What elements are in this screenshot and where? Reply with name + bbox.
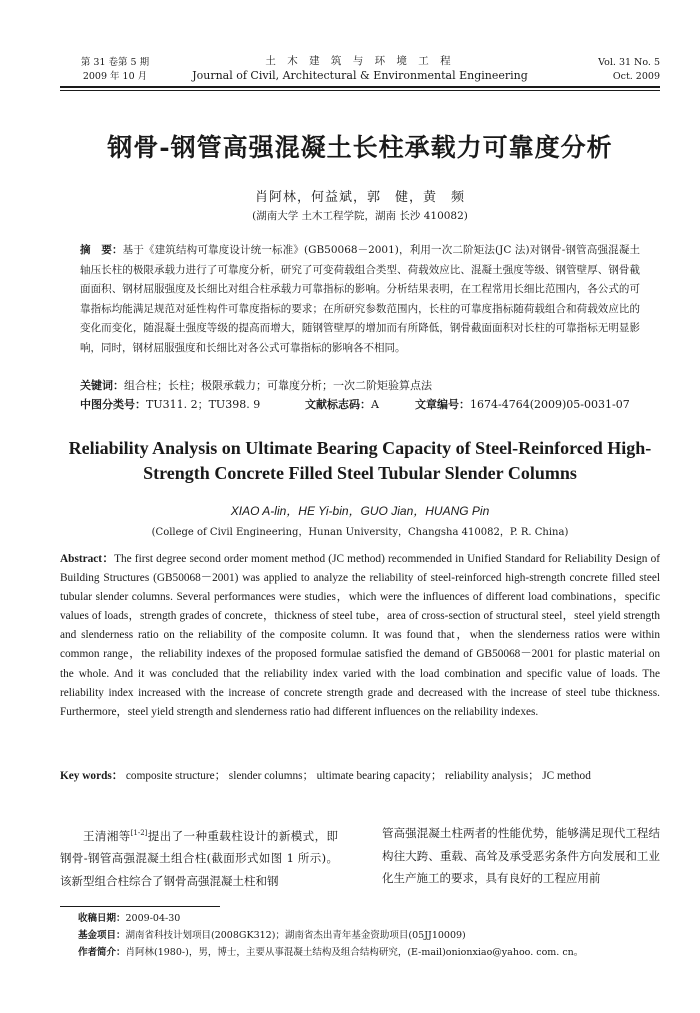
header-issue-en bbox=[560, 56, 660, 84]
keywords-en bbox=[60, 767, 660, 786]
keywords-en-text: composite structure； slender columns； ultimate bearing capacity； reliability analysis； JC method bbox=[125, 770, 591, 782]
authors-en: XIAO A-lin，HE Yi-bin，GUO Jian，HUANG Pin bbox=[230, 504, 490, 518]
doc-code-label: 文献标志码： bbox=[305, 398, 371, 411]
header-rule-thick bbox=[60, 86, 660, 88]
volume-en: Vol. 31 No. 5 bbox=[598, 57, 660, 68]
author-bio-label: 作者简介： bbox=[78, 947, 126, 958]
clc-label: 中图分类号： bbox=[80, 398, 146, 411]
received-value: 2009-04-30 bbox=[125, 913, 181, 924]
keywords-zh-text: 组合柱；长柱；极限承载力；可靠度分析；一次二阶矩验算点法 bbox=[124, 379, 432, 392]
volume-zh: 第 31 卷第 5 期 bbox=[80, 57, 150, 68]
keywords-en-label: Key words： bbox=[60, 770, 124, 782]
abstract-en-label: Abstract： bbox=[60, 553, 115, 565]
keywords-zh-label: 关键词： bbox=[80, 379, 124, 392]
body-column-left bbox=[60, 822, 338, 892]
fund-value: 湖南省科技计划项目(2008GK312)；湖南省杰出青年基金资助项目(05JJ10009) bbox=[125, 930, 466, 941]
date-en: Oct. 2009 bbox=[612, 71, 660, 82]
citation-ref: [1-2] bbox=[130, 829, 148, 837]
header-journal bbox=[175, 54, 545, 83]
abstract-en bbox=[60, 550, 660, 722]
body-left-start: 王清湘等 bbox=[83, 828, 131, 843]
keywords-zh bbox=[80, 377, 640, 395]
classification-line bbox=[80, 396, 640, 414]
body-left-rest: 提出了一种重载柱设计的新模式，即钢骨-钢管高强混凝土组合柱(截面形式如图 1 所示)。该新型组合柱综合了钢骨高强混凝土柱和钢 bbox=[60, 828, 339, 888]
journal-name-en: Journal of Civil, Architectural & Environmental Engineering bbox=[192, 69, 528, 82]
article-number-value: 1674-4764(2009)05-0031-07 bbox=[470, 398, 630, 411]
footnote-received bbox=[78, 912, 678, 926]
affiliation-en: (College of Civil Engineering，Hunan University，Changsha 410082，P. R. China) bbox=[151, 527, 569, 538]
article-number-label: 文章编号： bbox=[415, 398, 470, 411]
footnote-fund bbox=[78, 929, 678, 943]
footnote-rule bbox=[60, 906, 220, 907]
affiliation-zh: (湖南大学 土木工程学院，湖南 长沙 410082) bbox=[252, 210, 468, 222]
footnote-author bbox=[78, 946, 678, 960]
author-bio-value: 肖阿林(1980-)，男，博士，主要从事混凝土结构及组合结构研究，(E-mail)onionxiao@yahoo. com. cn。 bbox=[125, 947, 584, 958]
abstract-zh-text: 基于《建筑结构可靠度设计统一标准》(GB50068－2001)，利用一次二阶矩法(JC 法)对钢骨-钢管高强混凝土轴压长柱的极限承载力进行了可靠度分析，研究了可变荷载组合类型、荷载效应比、混凝土强度等级、钢管壁厚、钢骨截面面积、钢材屈服强度及长细比对组合柱承载力可靠指标的影响。分析结果表明，在工程常用长细比范围内，各公式的可靠指标均能满足规范对延性构件可靠度指标的要求；在所研究参数范围内，长柱的可靠度指标随荷载组合和荷载效应比的变化而变化，随混凝土强度等级的提高而增大，随钢管壁厚的增加而有所降低，钢骨截面面积对长柱的可靠指标无明显影响，同时，钢材屈服强度和长细比对各公式可靠指标的影响各不相同。 bbox=[80, 244, 641, 354]
abstract-zh bbox=[80, 241, 640, 358]
doc-code-value: A bbox=[371, 398, 379, 411]
paper-title-en: Reliability Analysis on Ultimate Bearing Capacity of Steel-Reinforced High-Strength Concrete Filled Steel Tubular Slender Columns bbox=[68, 438, 652, 483]
body-column-right: 管高强混凝土柱两者的性能优势，能够满足现代工程结构往大跨、重载、高耸及承受恶劣条件方向发展和工业化生产施工的要求，具有良好的工程应用前 bbox=[382, 826, 660, 885]
header-rule-thin bbox=[60, 90, 660, 91]
received-label: 收稿日期： bbox=[78, 913, 126, 924]
header-issue-zh bbox=[60, 56, 170, 84]
date-zh: 2009 年 10 月 bbox=[82, 71, 148, 82]
authors-zh: 肖阿林，何益斌，郭 健，黄 频 bbox=[254, 190, 465, 205]
clc-value: TU311. 2；TU398. 9 bbox=[146, 398, 261, 411]
fund-label: 基金项目： bbox=[78, 930, 126, 941]
abstract-zh-label: 摘 要： bbox=[80, 244, 123, 256]
journal-name-zh: 土 木 建 筑 与 环 境 工 程 bbox=[265, 55, 455, 67]
paper-title-zh: 钢骨-钢管高强混凝土长柱承载力可靠度分析 bbox=[107, 133, 613, 162]
abstract-en-text: The first degree second order moment method (JC method) recommended in Unified Standard for Reliability Design of Building Structures (GB50068－2001) was applied to analyze the reliability of steel-reinforced high-strength concrete filled steel tubular slender columns. Several performances were studies，which were the influences of different load combinations，specific values of loads，strength grades of concrete，thickness of steel tube，area of cross-section of structural steel，steel yield strength and slenderness ratio on the reliability of the composite column. It was found that，when the slenderness ratios were within common range，the reliability indexes of the proposed formulae satisfied the demand of GB50068－2001 for plastic material on the whole. And it was concluded that the reliability index varied with the load combination and specific value of loads. The reliability index increased with the increase of concrete strength grade and decreased with the increase of steel tube thickness. Furthermore，steel yield strength and slenderness ratio had different influences on the reliability indexes. bbox=[60, 553, 660, 718]
